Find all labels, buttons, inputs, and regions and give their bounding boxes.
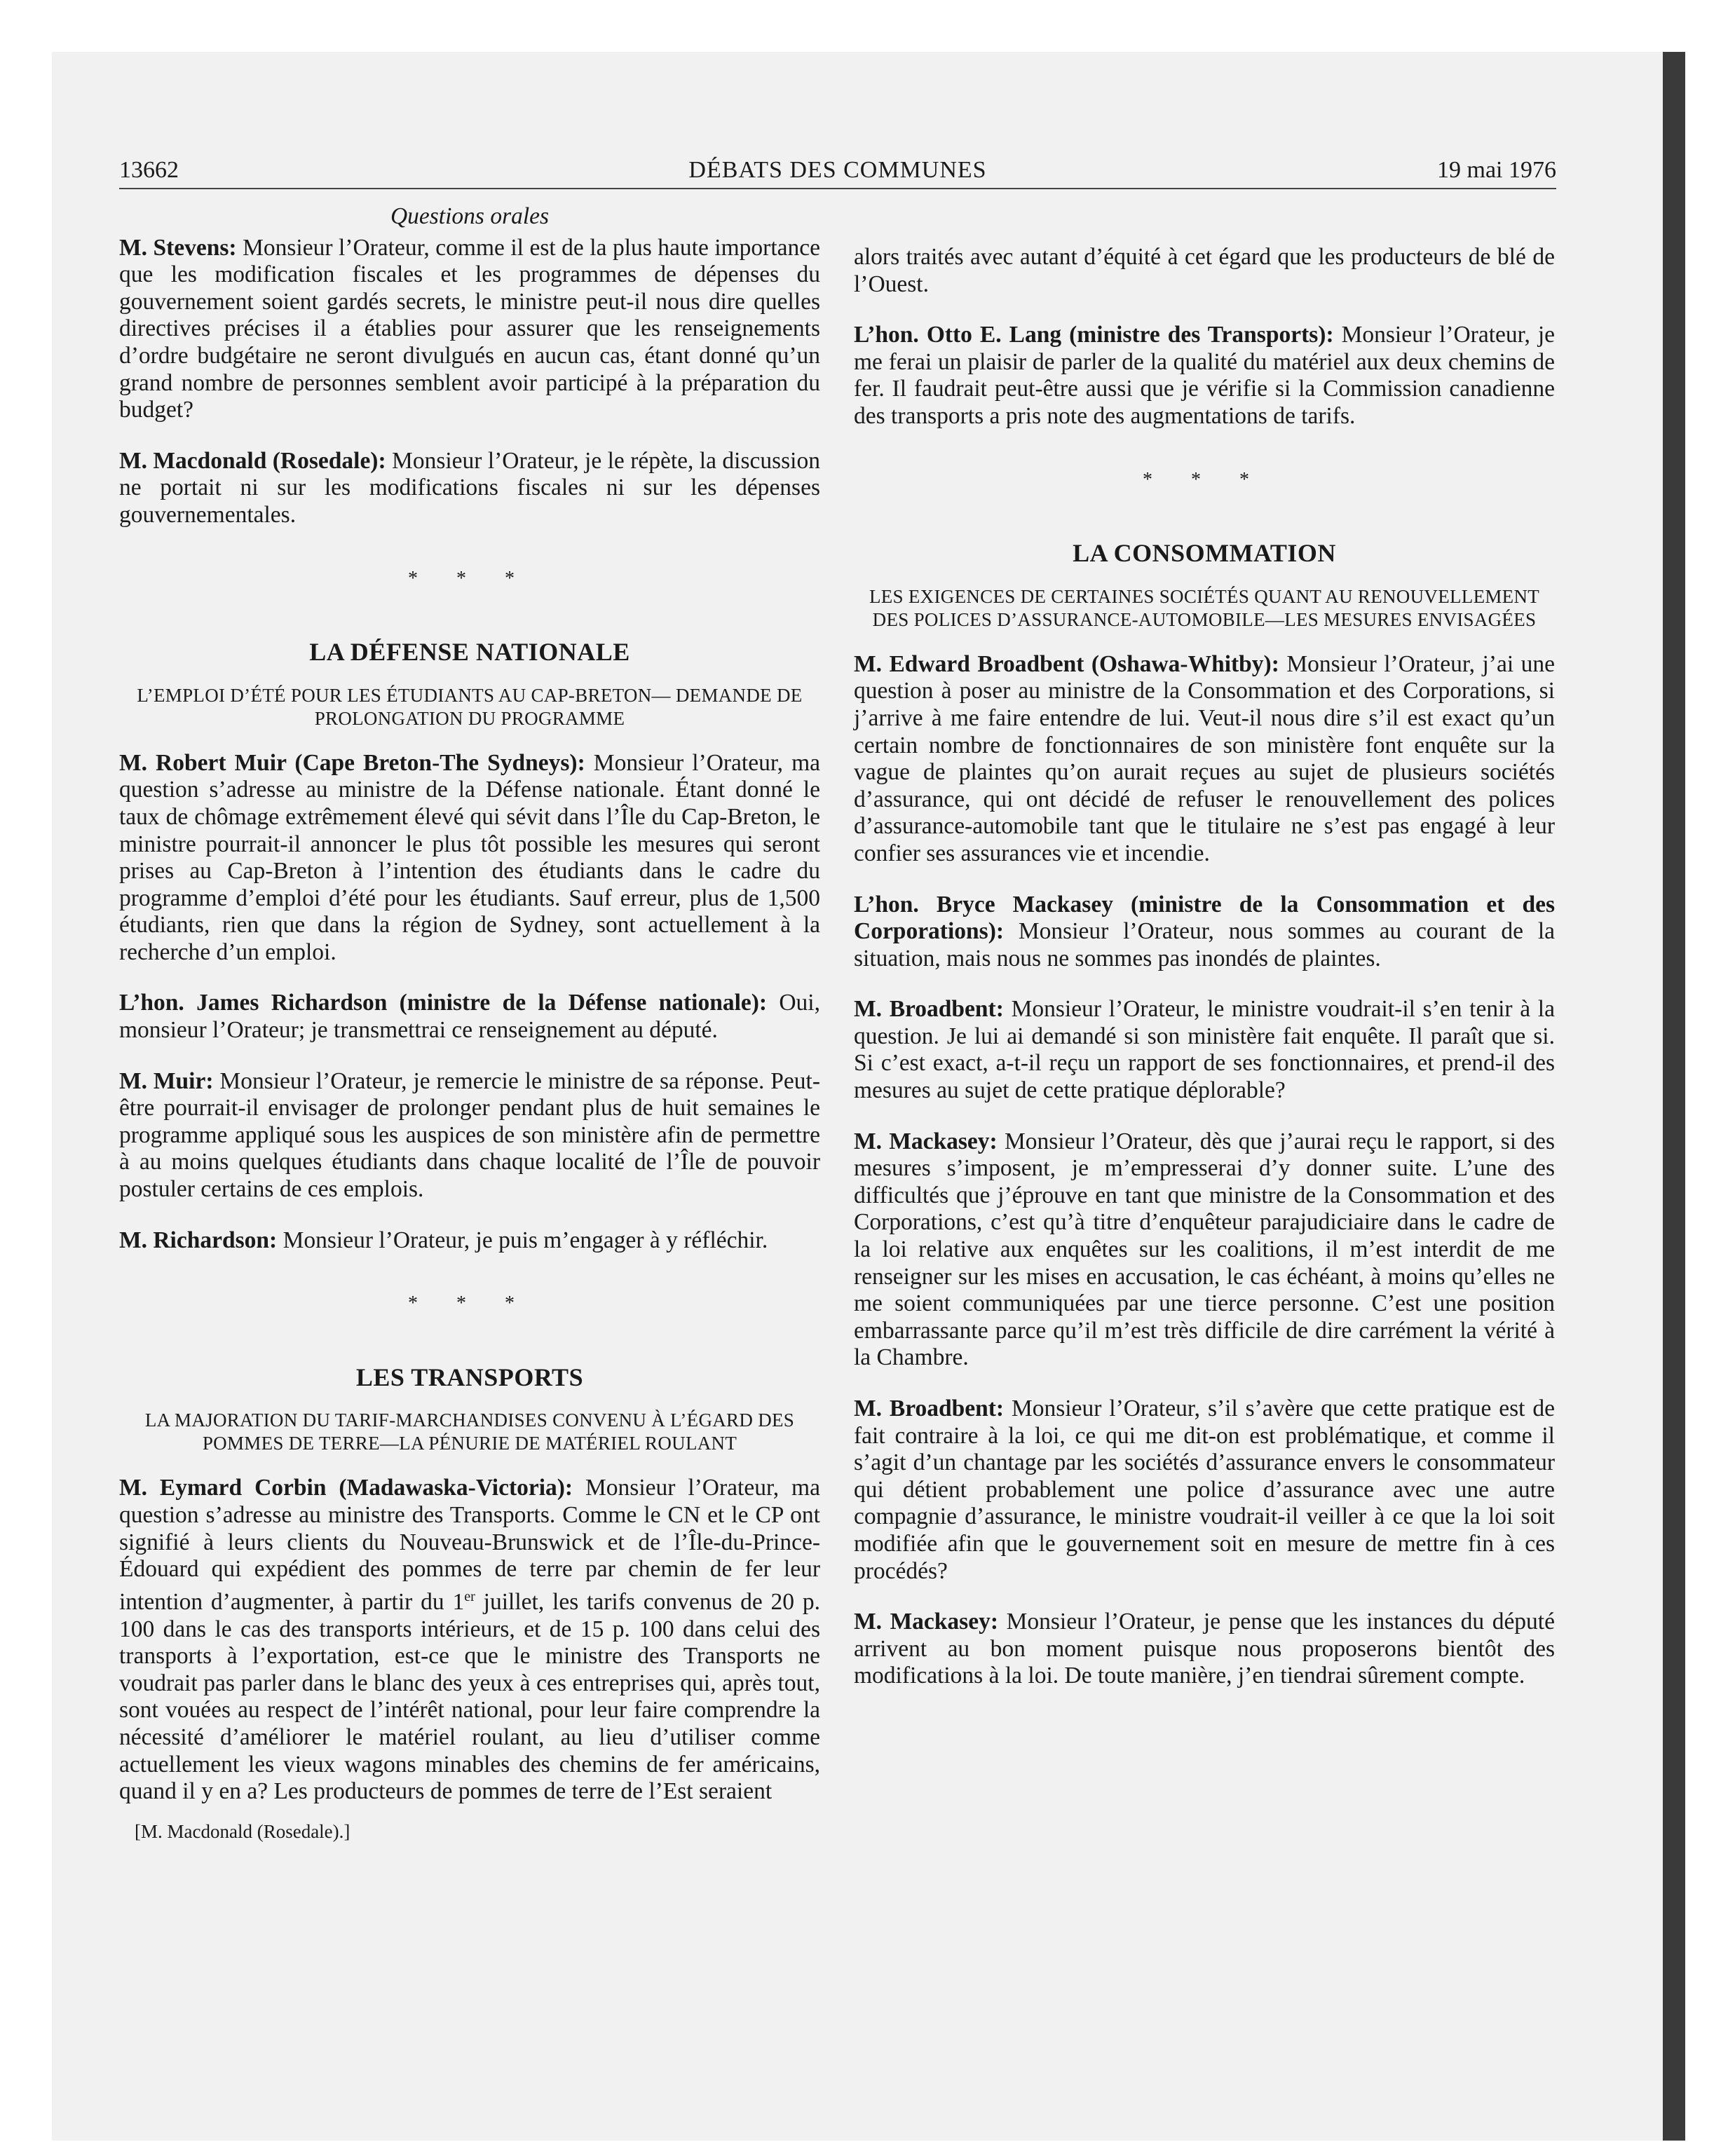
speech-text: alors traités avec autant d’équité à cet égard que les producteurs de blé de l’Ouest.: [854, 244, 1555, 297]
speech-text: Monsieur l’Orateur, j’ai une question à poser au ministre de la Consommation et des Corporations, si j’arrive à me faire entendre de lui. Veut-il nous dire s’il est exact qu’un certain nombre de fonctionnaires de son ministère font enquête sur la vague de plaintes qu’on aurait reçues au sujet de plusieurs sociétés d’assurance, qui ont décidé de refuser le renouvellement des polices d’assurance-automobile tant que le titulaire ne s’est pas engagé à leur confier ses assurances vie et incendie.: [854, 650, 1555, 866]
speech-text: Monsieur l’Orateur, ma question s’adresse au ministre de la Défense nationale. Étant donné le taux de chômage extrêmement élevé qui sévit dans l’Île du Cap-Breton, le ministre pourrait-il annoncer le plus tôt possible les mesures qui seront prises au Cap-Breton à l’intention des étudiants dans le cadre du programme d’emploi d’été pour les étudiants. Sauf erreur, plus de 1,500 étudiants, rien que dans la région de Sydney, sont actuellement à la recherche d’un emploi.: [119, 749, 820, 965]
speech-text: Monsieur l’Orateur, je puis m’engager à y réfléchir.: [277, 1227, 768, 1253]
paragraph-broadbent-3: [854, 1396, 1555, 1585]
speech-text: Monsieur l’Orateur, ma question s’adresse au ministre des Transports. Comme le CN et le CP ont signifié à leurs clients du Nouveau-Brunswick et de l’Île-du-Prince-Édouard qui expédient des pommes de terre par chemin de fer leur intention d’augmenter, à partir du 1: [119, 1475, 820, 1615]
speech-text: Monsieur l’Orateur, je le répète, la discussion ne portait ni sur les modifications fiscales ni sur les dépenses gouvernementales.: [119, 447, 820, 528]
paragraph-stevens: [119, 235, 820, 424]
speech-text: juillet, les tarifs convenus de 20 p. 100 dans le cas des transports intérieurs, et de 15 p. 100 dans celui des transports à l’exportation, est-ce que le ministre des Transports ne voudrait pas parler dans le blanc des yeux à ces entreprises qui, après tout, sont vouées au respect de l’intérêt national, pour leur faire comprendre la nécessité d’améliorer le matériel roulant, au lieu d’utiliser comme actuellement les vieux wagons minables des chemins de fer américains, quand il y en a? Les producteurs de pommes de terre de l’Est seraient: [119, 1588, 820, 1805]
footnote: [M. Macdonald (Rosedale).]: [135, 1820, 351, 1842]
speech-text: Monsieur l’Orateur, s’il s’avère que cette pratique est de fait contraire à la loi, ce qui me dit-on est problématique, et comme il s’agit d’un chantage par les sociétés d’assurance envers le consommateur qui détient probablement une police d’assurance avec une autre compagnie d’assurance, le ministre voudrait-il veiller à ce que la loi soit modifiée afin que le gouvernement soit en mesure de mettre fin à ces procédés?: [854, 1396, 1555, 1584]
speaker-name: L’hon. Bryce Mackasey (ministre de la Consommation et des Corporations):: [854, 891, 1555, 945]
paragraph-richardson: [119, 990, 820, 1044]
speaker-name: M. Muir:: [119, 1067, 214, 1094]
page-number: 13662: [119, 157, 179, 183]
speech-text: Monsieur l’Orateur, nous sommes au courant de la situation, mais nous ne sommes pas inondés de plaintes.: [854, 918, 1555, 971]
section-heading-defense: LA DÉFENSE NATIONALE: [309, 638, 630, 667]
paragraph-richardson-2: [119, 1227, 820, 1255]
superscript: er: [464, 1588, 475, 1604]
section-separator: * * *: [1143, 468, 1266, 491]
paragraph-corbin: [119, 1475, 820, 1805]
speech-text: Monsieur l’Orateur, je me ferai un plaisir de parler de la qualité du matériel aux deux chemins de fer. Il faudrait peut-être aussi que je vérifie si la Commission canadienne des transports a pris note des augmentations de tarifs.: [854, 322, 1555, 429]
paragraph-lang: [854, 322, 1555, 430]
speech-text: Monsieur l’Orateur, dès que j’aurai reçu le rapport, si des mesures s’imposent, je m’empresserai d’y donner suite. L’une des difficultés que j’éprouve en tant que ministre de la Consommation et des Corporations, c’est qu’à titre d’enquêteur parajudiciaire dans le cadre de la loi relative aux enquêtes sur les coalitions, il m’est interdit de me renseigner sur les mises en accusation, le cas échéant, à moins qu’elles ne me soient communiquées par une tierce personne. C’est une position embarrassante parce qu’il m’est très difficile de dire carrément la vérité à la Chambre.: [854, 1128, 1555, 1371]
speech-text: Oui, monsieur l’Orateur; je transmettrai ce renseignement au député.: [119, 990, 820, 1044]
paragraph-muir: [119, 750, 820, 967]
speaker-name: L’hon. Otto E. Lang (ministre des Transports):: [854, 322, 1334, 348]
paragraph-muir-2: [119, 1068, 820, 1203]
paragraph-broadbent: [854, 651, 1555, 868]
speaker-name: M. Stevens:: [119, 234, 237, 261]
paragraph-mackasey-3: [854, 1609, 1555, 1690]
section-heading-consommation: LA CONSOMMATION: [1073, 539, 1336, 568]
speaker-name: M. Edward Broadbent (Oshawa-Whitby):: [854, 650, 1279, 677]
speech-text: Monsieur l’Orateur, je remercie le ministre de sa réponse. Peut-être pourrait-il envisager de prolonger pendant plus de huit semaines le programme appliqué sous les auspices de son ministère afin de permettre à au moins quelques étudiants dans chaque localité de l’Île de pouvoir postuler certains de ces emplois.: [119, 1067, 820, 1203]
publication-title: DÉBATS DES COMMUNES: [688, 157, 987, 183]
speaker-name: M. Mackasey:: [854, 1128, 998, 1154]
section-separator: * * *: [408, 1292, 531, 1315]
speaker-name: M. Broadbent:: [854, 1396, 1005, 1421]
speaker-name: M. Robert Muir (Cape Breton-The Sydneys):: [119, 749, 585, 776]
section-heading-transports: LES TRANSPORTS: [355, 1363, 584, 1391]
paragraph-macdonald: [119, 448, 820, 529]
page-date: 19 mai 1976: [1437, 157, 1556, 183]
speaker-name: M. Broadbent:: [854, 996, 1004, 1023]
paragraph-continuation: [854, 244, 1555, 298]
paragraph-mackasey-2: [854, 1128, 1555, 1372]
page-header: [119, 156, 1556, 189]
subheading-defense: L’EMPLOI D’ÉTÉ POUR LES ÉTUDIANTS AU CAP-BRETON— DEMANDE DE PROLONGATION DU PROGRAMME: [137, 684, 803, 729]
subheading-transports: LA MAJORATION DU TARIF-MARCHANDISES CONVENU À L’ÉGARD DES POMMES DE TERRE—LA PÉNURIE DE MATÉRIEL ROULANT: [144, 1410, 795, 1454]
speech-text: Monsieur l’Orateur, comme il est de la plus haute importance que les modification fiscales et les programmes de dépenses du gouvernement soient gardés secrets, le ministre peut-il nous dire quelles directives précises il a établies pour assurer que les renseignements d’ordre budgétaire ne seront divulgués en aucun cas, étant donné qu’un grand nombre de personnes semblent avoir participé à la préparation du budget?: [119, 234, 820, 423]
left-column: [119, 203, 820, 1845]
right-column: [854, 244, 1555, 1714]
paragraph-mackasey: [854, 892, 1555, 973]
speaker-name: M. Richardson:: [119, 1227, 278, 1253]
section-separator: * * *: [408, 567, 531, 589]
subheading-consommation: LES EXIGENCES DE CERTAINES SOCIÉTÉS QUANT AU RENOUVELLEMENT DES POLICES D’ASSURANCE-AUTOMOBILE—LES MESURES ENVISAGÉES: [869, 585, 1540, 630]
scan-edge-shadow: [1663, 52, 1685, 2141]
speech-text: Monsieur l’Orateur, le ministre voudrait-il s’en tenir à la question. Je lui ai demandé si son ministère fait enquête. Il paraît que si. Si c’est exact, a-t-il reçu un rapport de ses fonctionnaires, et prend-il des mesures au sujet de cette pratique déplorable?: [854, 996, 1555, 1104]
speaker-name: M. Macdonald (Rosedale):: [119, 447, 386, 474]
running-head: Questions orales: [390, 203, 550, 229]
paragraph-broadbent-2: [854, 996, 1555, 1104]
speech-text: Monsieur l’Orateur, je pense que les instances du député arrivent au bon moment puisque nous proposerons bientôt des modifications à la loi. De toute manière, j’en tiendrai sûrement compte.: [854, 1609, 1555, 1689]
speaker-name: L’hon. James Richardson (ministre de la Défense nationale):: [119, 990, 768, 1016]
speaker-name: M. Mackasey:: [854, 1609, 998, 1635]
speaker-name: M. Eymard Corbin (Madawaska-Victoria):: [119, 1475, 573, 1501]
